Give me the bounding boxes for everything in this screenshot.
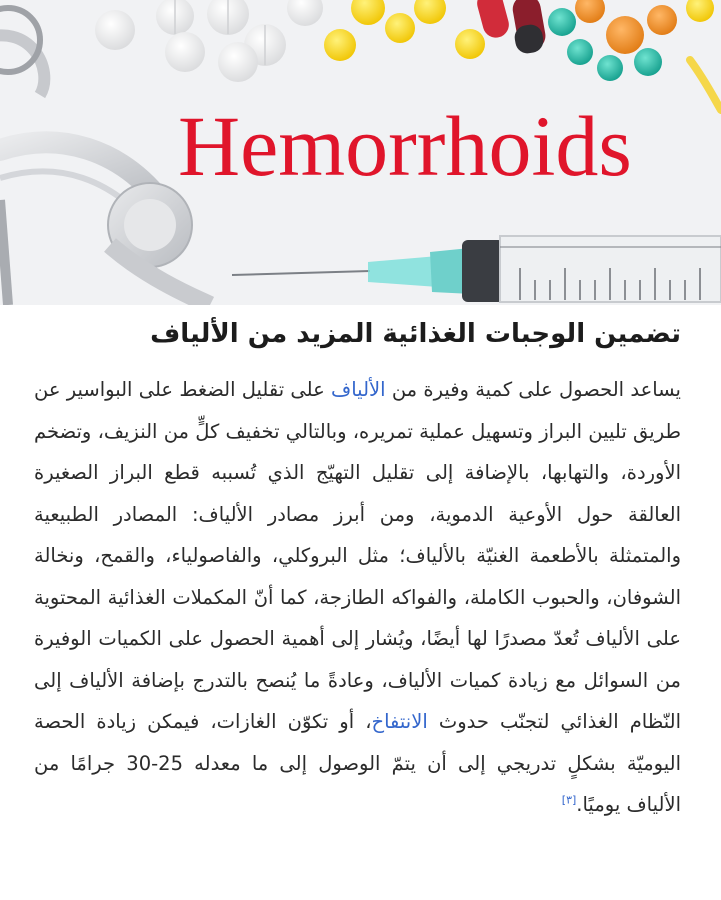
hero-title: Hemorrhoids (178, 98, 632, 194)
paragraph-text-1: يساعد الحصول على كمية وفيرة من (385, 378, 681, 401)
section-heading: تضمين الوجبات الغذائية المزيد من الألياف (150, 319, 681, 349)
hero-image (0, 0, 721, 305)
colored-pills-graphic (324, 0, 721, 110)
article (0, 305, 721, 900)
syringe-graphic (232, 236, 721, 302)
reference-link[interactable]: [٣] (561, 793, 577, 807)
fiber-link[interactable]: الألياف (331, 378, 386, 401)
article-paragraph (34, 369, 681, 826)
paragraph-text-2: على تقليل الضغط على البواسير عن طريق تليين البراز وتسهيل عملية تمريره، وبالتالي تخفيف كلٍّ من النزيف، وتضخم الأوردة، والتهابها، بالإضافة إلى تقليل التهيّج الذي تُسببه قطع البراز الصغيرة العالقة حول الأوعية الدموية، ومن أبرز مصادر الألياف: المصادر الطبيعية والمتمثلة بالأطعمة الغنيّة بالألياف؛ مثل البروكلي، والفاصولياء، والقمح، ونخالة الشوفان، والحبوب الكاملة، والفواكه الطازجة، كما أنّ المكملات الغذائية المحتوية على الألياف تُعدّ مصدرًا لها أيضًا، ويُشار إلى أهمية الحصول على الكميات الوفيرة من السوائل مع زيادة كميات الألياف، وعادةً ما يُنصح بالتدرج بإضافة الألياف إلى النّظام الغذائي لتجنّب حدوث (34, 378, 681, 733)
paragraph-text-3: ، أو تكوّن الغازات، فيمكن زيادة الحصة اليوميّة بشكلٍ تدريجي إلى أن يتمّ الوصول إلى ما معدله 25-30 جرامًا من الألياف يوميًا. (34, 710, 681, 816)
bloating-link[interactable]: الانتفاخ (371, 710, 428, 733)
white-pills-graphic (95, 0, 323, 82)
